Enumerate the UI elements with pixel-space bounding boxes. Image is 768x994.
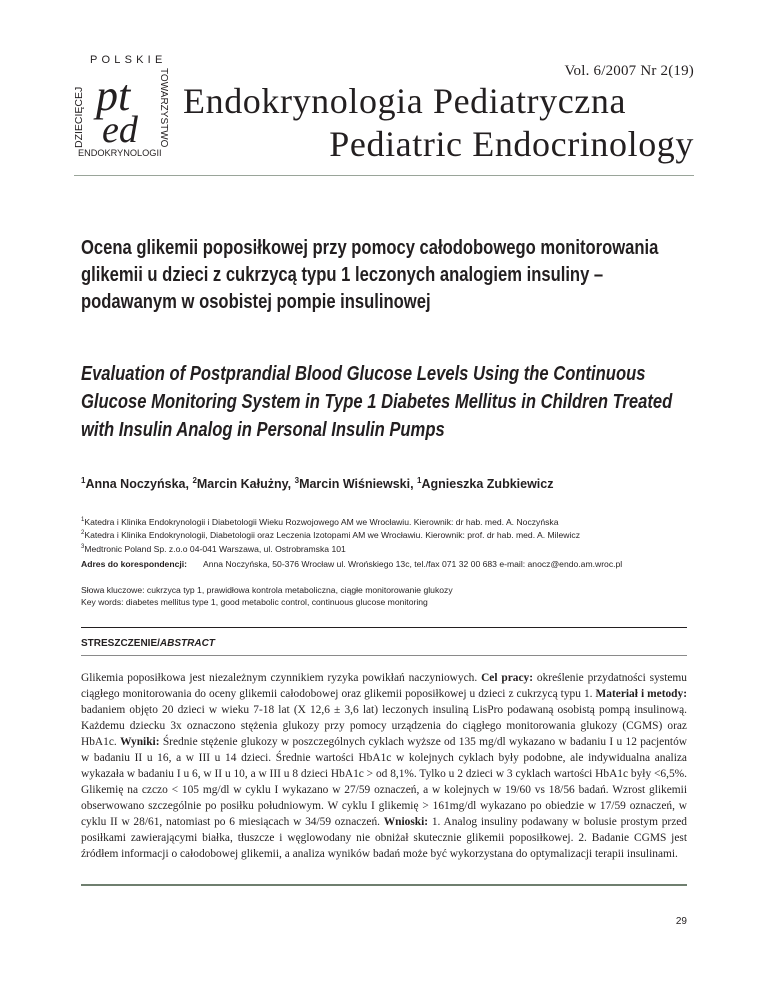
logo-right-text: TOWARZYSTWO bbox=[158, 68, 169, 148]
page-number: 29 bbox=[675, 916, 687, 927]
volume-issue: Vol. 6/2007 Nr 2(19) bbox=[564, 63, 694, 79]
masthead-divider bbox=[74, 175, 694, 176]
affiliations bbox=[81, 515, 580, 555]
affiliation-item bbox=[81, 542, 580, 555]
affiliation-mark: 3 bbox=[81, 543, 85, 550]
author-affiliation-mark: 3 bbox=[294, 476, 300, 485]
abstract-text: badaniem objęto 20 dzieci w wieku 7-18 lat (X 12,6 ± 3,6 lat) leczonych insuliną LisPro podawaną osobistą pompą insulinową. Każdemu dziecku 3x oznaczono stężenia glukozy przy pomocy urządzenia do ciągłego monitorowania glukozy (CGMS) oraz HbA1c. bbox=[81, 704, 687, 748]
title-pl-line: podawanym w osobistej pompie insulinowej bbox=[81, 291, 431, 313]
journal-title-pl: Endokrynologia Pediatryczna bbox=[183, 81, 627, 121]
abstract-section-label: Wnioski: bbox=[383, 816, 429, 828]
abstract-text: określenie przydatności systemu ciągłego monitorowania do oceny glikemii całodobowej oraz glikemii poposiłkowej u dzieci z cukrzycą typu 1. bbox=[81, 672, 687, 700]
author-name: Agnieszka Zubkiewicz bbox=[421, 477, 554, 492]
abstract-heading-pl: STRESZCZENIE/ bbox=[81, 638, 160, 649]
article-title-en bbox=[81, 360, 691, 444]
keywords-en: Key words: diabetes mellitus type 1, good metabolic control, continuous glucose monitoring bbox=[81, 596, 428, 607]
abstract-section-label: Wyniki: bbox=[120, 736, 160, 748]
abstract-heading-en: ABSTRACT bbox=[159, 638, 215, 649]
abstract-text: 1. Analog insuliny podawany w bolusie prostym przed posiłkami zawierającymi białka, tłuszcze i węglowodany nie obniżał skutecznie glikemii poposiłkowej. 2. Badanie CGMS jest źródłem informacji o całodobowej glikemii, a analiza wyników badań może być wykorzystana do optymalizacji terapii insulinami. bbox=[81, 816, 688, 860]
title-en-line: Glucose Monitoring System in Type 1 Diabetes Mellitus in Children Treated bbox=[81, 391, 673, 413]
affiliation-text: Medtronic Poland Sp. z.o.o 04-041 Warszawa, ul. Ostrobramska 101 bbox=[84, 543, 346, 554]
society-logo bbox=[72, 52, 178, 160]
abstract-text: Średnie stężenie glukozy w poszczególnych cyklach wyższe od 135 mg/dl wykazano w badaniu I u 12 pacjentów w badaniu II u 16, a w III u 14 dzieci. Średnie wartości HbA1c w kolejnych cyklach były podobne, ale indywidualna analiza wykazała w badaniu I u 6, w II u 10, a w III u 8 dzieci HbA1c > od 8,1%. Tylko u 2 dzieci w 3 cyklach wartości HbA1c były <6,5%. Glikemię na czczo < 105 mg/dl w cyklu I wykazano w 27/59 oznaczeń, a w kolejnych w 19/60 vs 18/56 badań. Wzrost glikemii obserwowano szczególnie po posiłku południowym. W cyklu I glikemię > 161mg/dl wykazano po obiedzie w 17/59 oznaczeń, w cyklu II w 28/61, natomiast po 6 miesiącach w 34/59 oznaczeń. bbox=[81, 736, 688, 828]
author-affiliation-mark: 2 bbox=[192, 476, 197, 485]
affiliation-item bbox=[81, 528, 580, 541]
title-pl-line: glikemii u dzieci z cukrzycą typu 1 leczonych analogiem insuliny – bbox=[81, 264, 604, 286]
article-title-pl bbox=[81, 235, 691, 316]
author-name: Marcin Kałużny, bbox=[196, 477, 295, 492]
abstract-text: Glikemia poposiłkowa jest niezależnym czynnikiem ryzyka powikłań naczyniowych. bbox=[81, 672, 482, 684]
author-affiliation-mark: 1 bbox=[81, 476, 86, 485]
abstract-heading-rule bbox=[81, 655, 687, 656]
correspondence-label: Adres do korespondencji: bbox=[81, 559, 188, 569]
author-name: Marcin Wiśniewski, bbox=[299, 477, 418, 492]
logo-left-text: DZIECIĘCEJ bbox=[73, 86, 85, 148]
title-pl-line: Ocena glikemii poposiłkowej przy pomocy całodobowego monitorowania bbox=[81, 237, 659, 259]
abstract-body bbox=[81, 670, 687, 862]
journal-title-en: Pediatric Endocrinology bbox=[329, 124, 694, 164]
correspondence-address: Anna Noczyńska, 50-376 Wrocław ul. Wrońskiego 13c, tel./fax 071 32 00 683 e-mail: anocz@endo.am.wroc.pl bbox=[203, 559, 623, 569]
keywords-pl: Słowa kluczowe: cukrzyca typ 1, prawidłowa kontrola metaboliczna, ciągłe monitorowanie glukozy bbox=[81, 585, 453, 595]
abstract-top-rule bbox=[81, 627, 687, 628]
affiliation-text: Katedra i Klinika Endokrynologii i Diabetologii Wieku Rozwojowego AM we Wrocławiu. Kierownik: dr hab. med. A. Noczyńska bbox=[84, 516, 559, 527]
abstract-heading bbox=[81, 638, 215, 649]
author-affiliation-mark: 1 bbox=[417, 476, 422, 485]
footer-rule bbox=[81, 884, 687, 886]
logo-bottom-text: ENDOKRYNOLOGII bbox=[78, 148, 162, 158]
affiliation-text: Katedra i Klinika Endokrynologii, Diabetologii oraz Leczenia Izotopami AM we Wrocławiu. Kierownik: prof. dr hab. med. A. Milewicz bbox=[84, 530, 580, 541]
logo-monogram-bottom: ed bbox=[102, 109, 138, 151]
keywords bbox=[81, 585, 453, 608]
affiliation-item bbox=[81, 515, 580, 528]
logo-top-text: POLSKIE bbox=[90, 54, 167, 66]
author-list bbox=[81, 476, 553, 491]
affiliation-mark: 2 bbox=[81, 530, 85, 537]
title-en-line: with Insulin Analog in Personal Insulin Pumps bbox=[81, 419, 445, 441]
author-name: Anna Noczyńska, bbox=[85, 477, 193, 492]
abstract-section-label: Cel pracy: bbox=[481, 672, 534, 684]
correspondence bbox=[81, 559, 622, 569]
title-en-line: Evaluation of Postprandial Blood Glucose Levels Using the Continuous bbox=[81, 363, 646, 385]
affiliation-mark: 1 bbox=[81, 517, 85, 523]
logo-monogram-top: pt bbox=[96, 71, 131, 120]
abstract-section-label: Materiał i metody: bbox=[595, 688, 688, 700]
